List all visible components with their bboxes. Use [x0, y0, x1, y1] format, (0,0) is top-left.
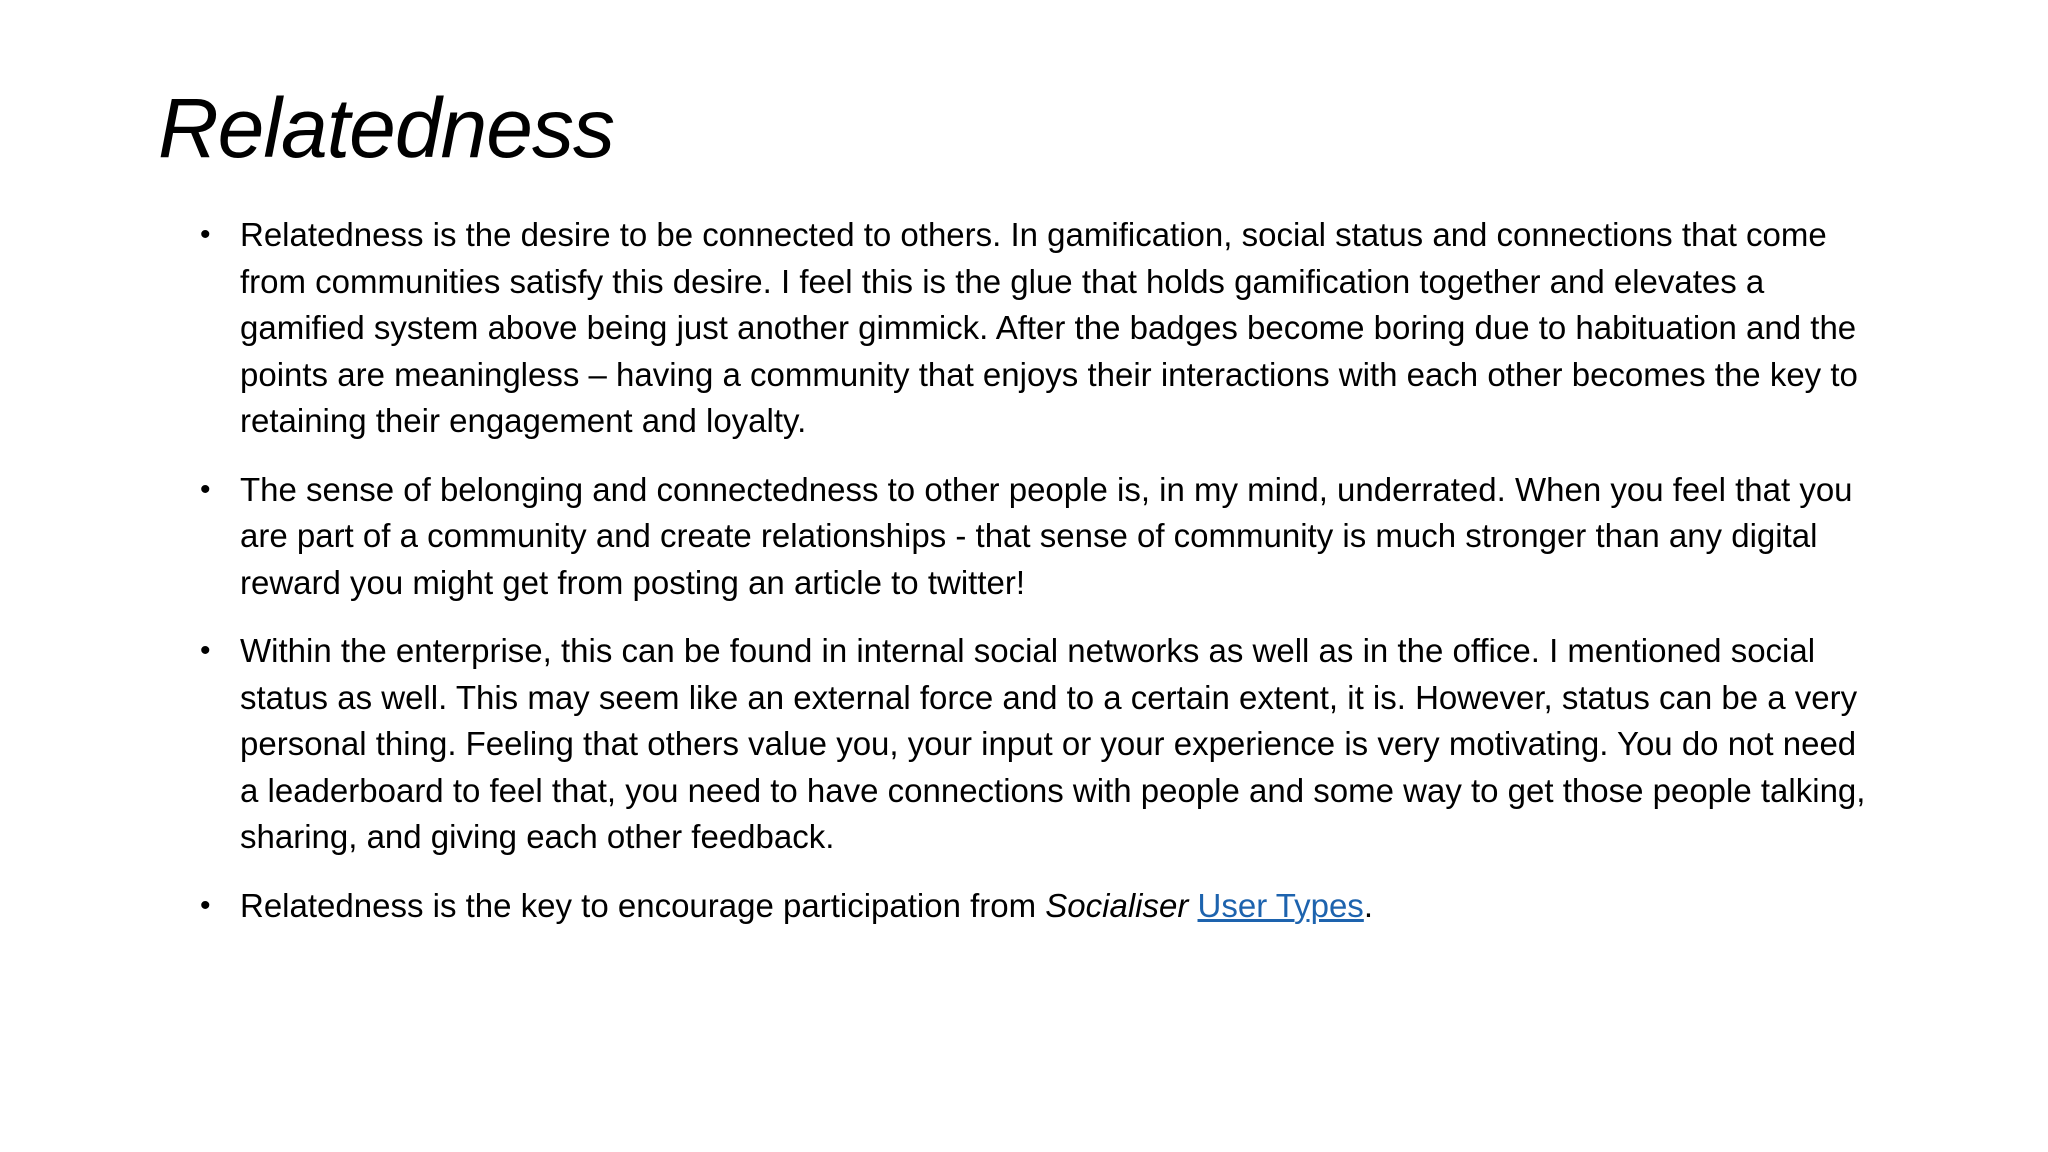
- user-types-link[interactable]: User Types: [1197, 886, 1364, 924]
- socialiser-emphasis: Socialiser: [1045, 886, 1189, 924]
- bullet-text-start: Relatedness is the key to encourage participation from: [240, 886, 1046, 924]
- bullet-icon: •: [200, 888, 211, 922]
- bullet-icon: •: [200, 218, 211, 251]
- bullet-text: Within the enterprise, this can be found in internal social networks as well as in the office. I mentioned social status as well. This may seem like an external force and to a certain extent, it is. However, status can be a very personal thing. Feeling that others value you, your input or your experience is very motivating. You do not need a leaderboard to feel that, you need to have connections with people and some way to get those people talking, sharing, and giving each other feedback.: [240, 632, 1866, 855]
- bullet-item: [200, 628, 1880, 861]
- word-space: [1188, 887, 1197, 924]
- bullet-icon: •: [200, 634, 211, 667]
- bullet-icon: •: [200, 472, 211, 506]
- bullet-text: The sense of belonging and connectedness to other people is, in my mind, underrated. When you feel that you are part of a community and create relationships - that sense of community is much stronger than any digital reward you might get from posting an article to twitter!: [240, 470, 1853, 601]
- bullet-item: [200, 212, 1880, 445]
- bullet-item: [200, 883, 1880, 930]
- bullet-item: [200, 467, 1880, 607]
- bullet-text-end: .: [1363, 886, 1373, 924]
- bullet-list: [200, 212, 1880, 951]
- slide-title: Relatedness: [158, 81, 614, 175]
- bullet-text: Relatedness is the desire to be connected to others. In gamification, social status and connections that come from communities satisfy this desire. I feel this is the glue that holds gamification together and elevates a gamified system above being just another gimmick. After the badges become boring due to habituation and the points are meaningless – having a community that enjoys their interactions with each other becomes the key to retaining their engagement and loyalty.: [240, 216, 1858, 439]
